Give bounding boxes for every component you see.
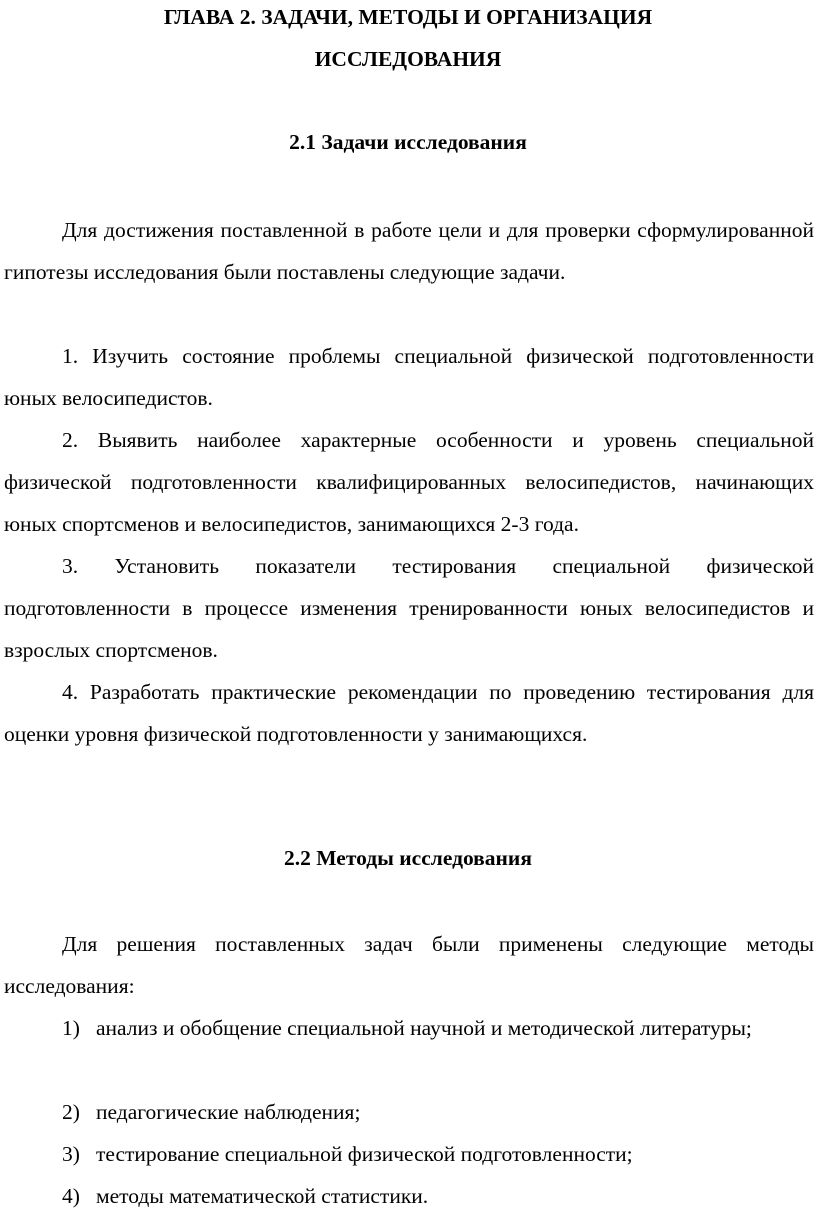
task-item-3: 3. Установить показатели тестирования специальной физической подготовленности в процессе изменения тренированности юных велосипедистов и взрослых спортсменов. — [4, 554, 814, 662]
method-number: 4) — [62, 1184, 80, 1208]
method-number: 1) — [62, 1016, 80, 1040]
method-number: 3) — [62, 1142, 80, 1166]
method-text: тестирование специальной физической подготовленности; — [96, 1142, 633, 1166]
task-item-1: 1. Изучить состояние проблемы специальной физической подготовленности юных велосипедистов. — [4, 344, 814, 410]
task-item-2: 2. Выявить наиболее характерные особенности и уровень специальной физической подготовленности квалифицированных велосипедистов, начинающих юных спортсменов и велосипедистов, занимающихся 2-3 года. — [4, 428, 814, 536]
chapter-title-line2: ИССЛЕДОВАНИЯ — [314, 47, 502, 71]
section-heading-methods: 2.2 Методы исследования — [284, 846, 532, 870]
method-text: анализ и обобщение специальной научной и методической литературы; — [96, 1016, 752, 1040]
section-heading-tasks: 2.1 Задачи исследования — [289, 130, 527, 154]
task-item-4: 4. Разработать практические рекомендации по проведению тестирования для оценки уровня физической подготовленности у занимающихся. — [4, 680, 814, 746]
chapter-title-line1: ГЛАВА 2. ЗАДАЧИ, МЕТОДЫ И ОРГАНИЗАЦИЯ — [163, 5, 653, 29]
method-text: методы математической статистики. — [96, 1184, 429, 1208]
method-text: педагогические наблюдения; — [96, 1100, 361, 1124]
chapter-title — [0, 0, 816, 80]
tasks-intro-paragraph: Для достижения поставленной в работе цели и для проверки сформулированной гипотезы исследования были поставлены следующие задачи. — [4, 218, 814, 284]
method-number: 2) — [62, 1100, 80, 1124]
methods-intro-paragraph: Для решения поставленных задач были применены следующие методы исследования: — [4, 932, 814, 998]
